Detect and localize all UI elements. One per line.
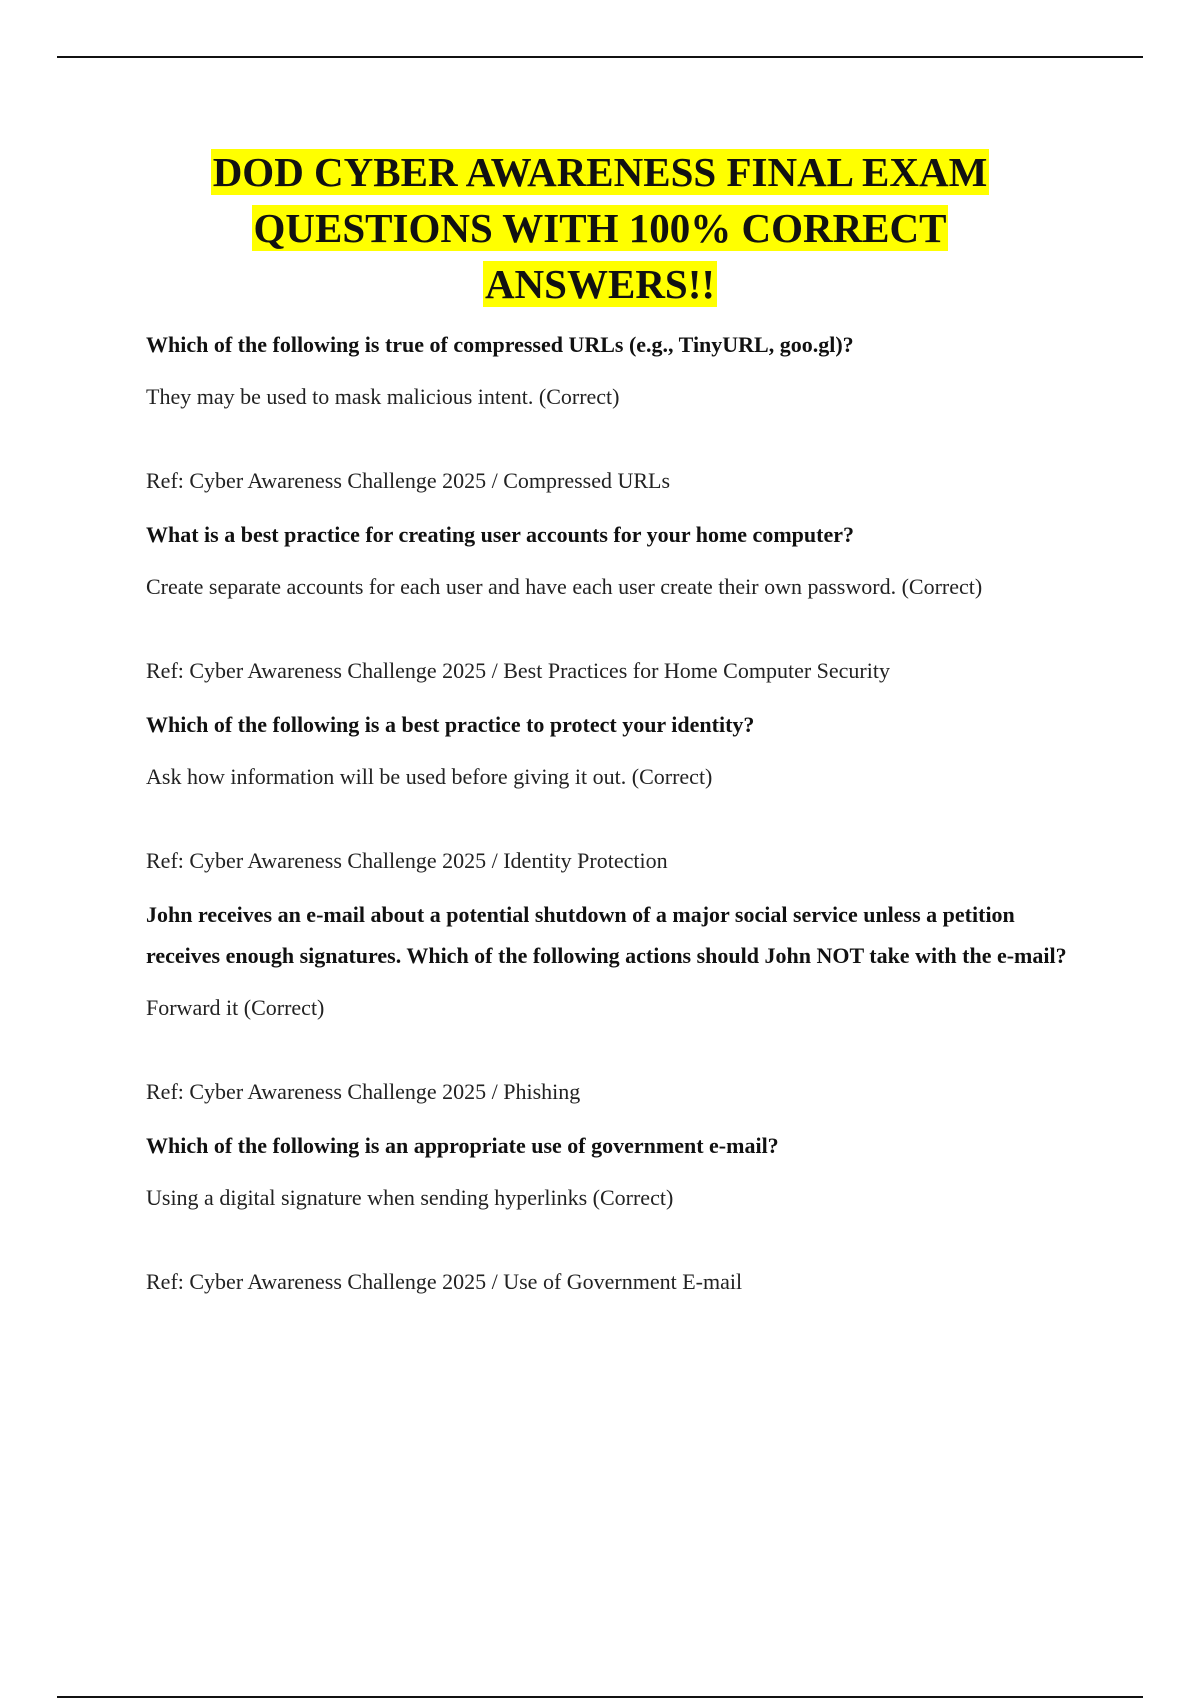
title-line-2 [0,200,1200,256]
answer-text: Ask how information will be used before giving it out. (Correct) [146,764,713,789]
title-line-1 [0,144,1200,200]
answer-text: Using a digital signature when sending hyperlinks (Correct) [146,1185,674,1210]
qa-item-2 [146,514,1086,686]
reference-text: Ref: Cyber Awareness Challenge 2025 / Use of Government E-mail [146,1269,743,1294]
title-highlight: ANSWERS!! [484,261,716,307]
qa-item-1 [146,324,1086,496]
question-text: John receives an e-mail about a potential shutdown of a major social service unless a petition receives enough signatures. Which of the following actions should John NOT take with the e-mail? [146,902,1067,968]
qa-item-3 [146,704,1086,876]
reference-text: Ref: Cyber Awareness Challenge 2025 / Best Practices for Home Computer Security [146,658,890,683]
reference-text: Ref: Cyber Awareness Challenge 2025 / Compressed URLs [146,468,671,493]
qa-list [146,324,1086,1297]
top-rule [57,56,1143,58]
answer-text: They may be used to mask malicious intent. (Correct) [146,384,620,409]
title-line-3 [0,256,1200,312]
title-highlight: DOD CYBER AWARENESS FINAL EXAM [212,149,988,195]
reference-text: Ref: Cyber Awareness Challenge 2025 / Phishing [146,1079,581,1104]
question-text: Which of the following is true of compressed URLs (e.g., TinyURL, goo.gl)? [146,332,854,357]
answer-text: Create separate accounts for each user and have each user create their own password. (Correct) [146,574,983,599]
qa-item-5 [146,1125,1086,1297]
document-title [0,144,1200,312]
question-text: Which of the following is a best practice to protect your identity? [146,712,755,737]
question-text: What is a best practice for creating user accounts for your home computer? [146,522,854,547]
bottom-rule [57,1696,1143,1698]
answer-text: Forward it (Correct) [146,995,325,1020]
reference-text: Ref: Cyber Awareness Challenge 2025 / Identity Protection [146,848,668,873]
title-highlight: QUESTIONS WITH 100% CORRECT [253,205,947,251]
qa-item-4 [146,894,1086,1107]
question-text: Which of the following is an appropriate use of government e-mail? [146,1133,779,1158]
